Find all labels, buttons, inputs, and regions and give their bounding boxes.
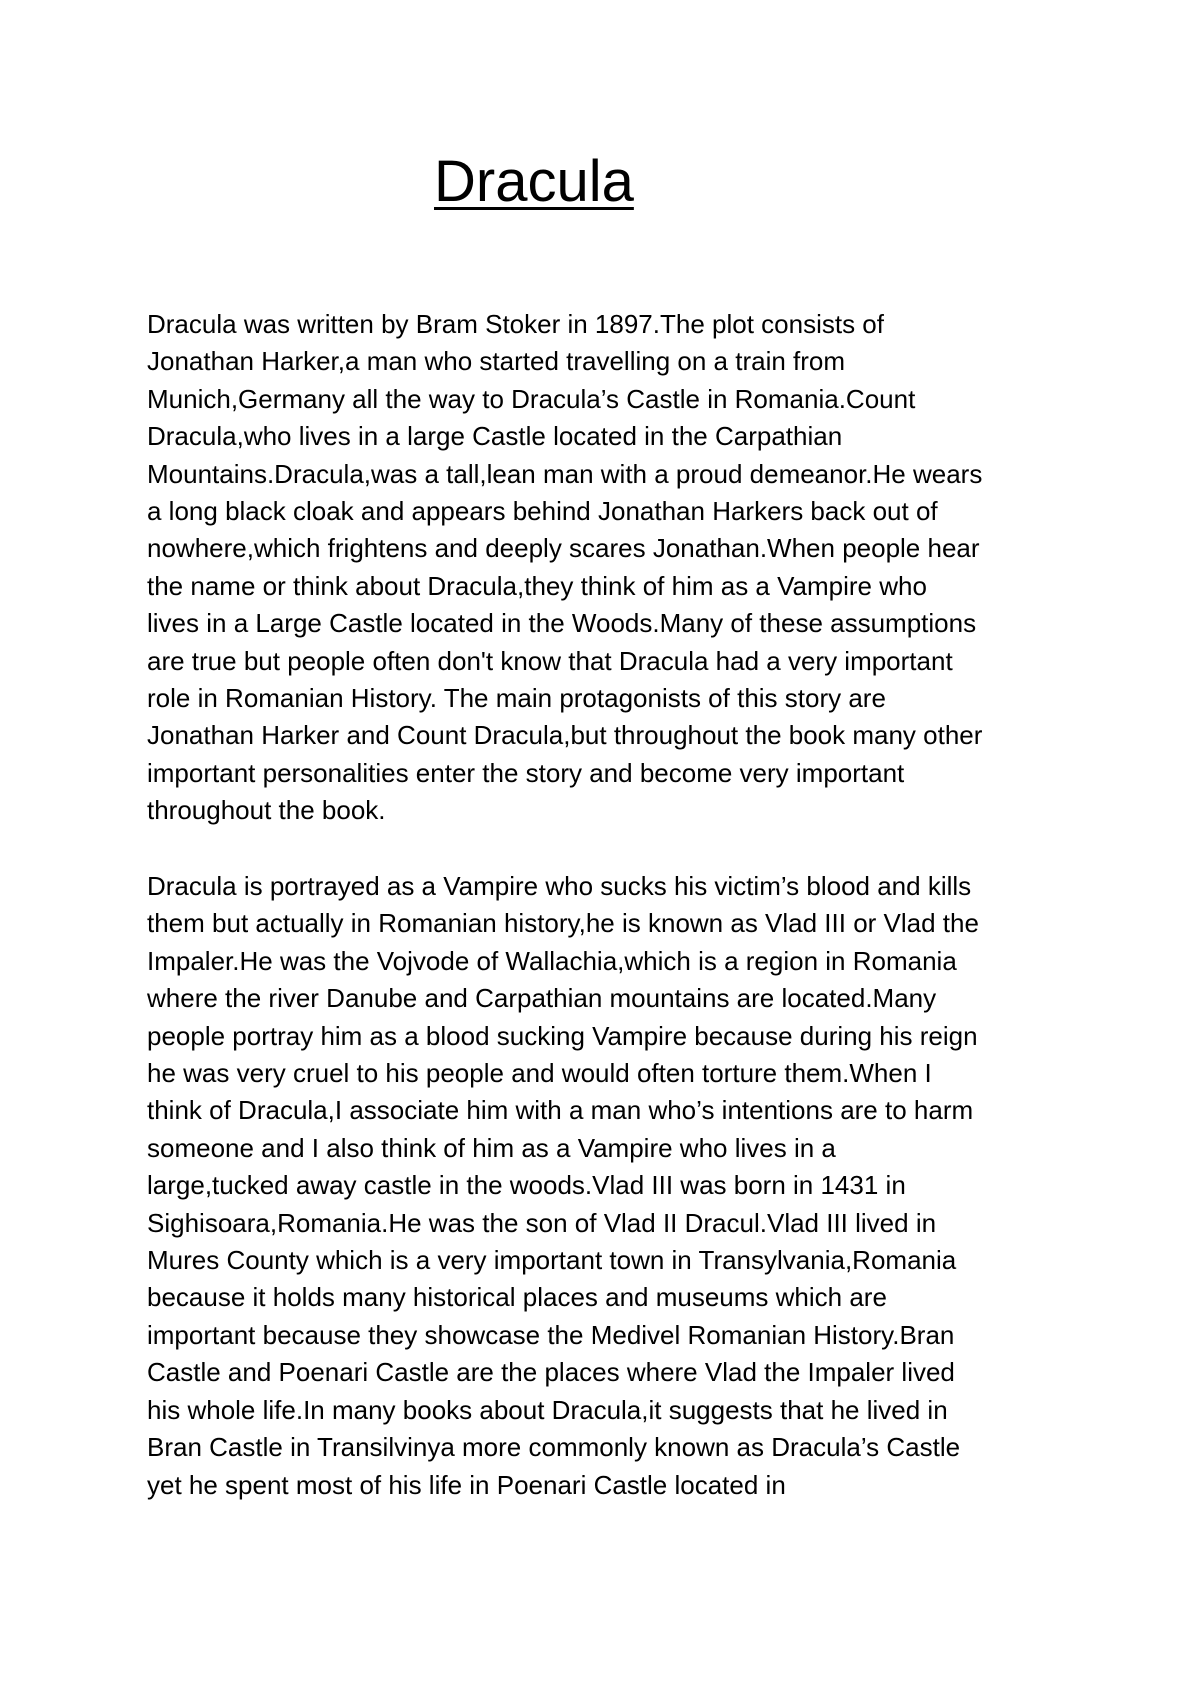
paragraph-line: his whole life.In many books about Dracula,it suggests that he lived in — [147, 1394, 948, 1425]
paragraph-line: Mountains.Dracula,was a tall,lean man with a proud demeanor.He wears — [147, 458, 983, 489]
paragraph-line: Bran Castle in Transilvinya more commonly known as Dracula’s Castle — [147, 1432, 961, 1463]
paragraph-line: them but actually in Romanian history,he is known as Vlad III or Vlad the — [147, 908, 979, 939]
paragraph-2 — [147, 868, 1077, 1504]
document-title: Dracula — [434, 149, 634, 214]
paragraph-line: Dracula,who lives in a large Castle located in the Carpathian — [147, 421, 843, 452]
paragraph-line: a long black cloak and appears behind Jonathan Harkers back out of — [147, 496, 938, 527]
paragraph-line: Dracula was written by Bram Stoker in 1897.The plot consists of — [147, 309, 884, 339]
paragraph-line: think of Dracula,I associate him with a man who’s intentions are to harm — [147, 1095, 974, 1126]
paragraph-line: Dracula is portrayed as a Vampire who sucks his victim’s blood and kills — [147, 871, 972, 901]
paragraph-line: throughout the book. — [147, 795, 386, 826]
paragraph-line: he was very cruel to his people and would often torture them.When I — [147, 1058, 932, 1089]
paragraph-line: yet he spent most of his life in Poenari Castle located in — [147, 1469, 786, 1500]
paragraph-line: are true but people often don't know that Dracula had a very important — [147, 645, 953, 676]
paragraph-line: nowhere,which frightens and deeply scares Jonathan.When people hear — [147, 533, 980, 564]
paragraph-line: important because they showcase the Medivel Romanian History.Bran — [147, 1319, 955, 1350]
paragraph-line: Sighisoara,Romania.He was the son of Vlad II Dracul.Vlad III lived in — [147, 1207, 937, 1238]
paragraph-line: role in Romanian History. The main protagonists of this story are — [147, 683, 886, 714]
paragraph-line: Impaler.He was the Vojvode of Wallachia,which is a region in Romania — [147, 945, 957, 976]
paragraph-line: Jonathan Harker,a man who started travelling on a train from — [147, 346, 846, 377]
paragraph-line: where the river Danube and Carpathian mountains are located.Many — [147, 983, 937, 1014]
paragraph-line: someone and I also think of him as a Vampire who lives in a — [147, 1132, 836, 1163]
paragraph-line: the name or think about Dracula,they think of him as a Vampire who — [147, 570, 927, 601]
paragraph-line: Jonathan Harker and Count Dracula,but throughout the book many other — [147, 720, 983, 751]
paragraph-line: important personalities enter the story and become very important — [147, 757, 905, 788]
paragraph-line: because it holds many historical places and museums which are — [147, 1282, 887, 1313]
paragraph-1 — [147, 306, 1077, 830]
paragraph-line: people portray him as a blood sucking Vampire because during his reign — [147, 1020, 978, 1051]
paragraph-line: lives in a Large Castle located in the Woods.Many of these assumptions — [147, 608, 977, 639]
paragraph-line: Mures County which is a very important town in Transylvania,Romania — [147, 1245, 957, 1276]
paragraph-line: Munich,Germany all the way to Dracula’s Castle in Romania.Count — [147, 383, 916, 414]
paragraph-line: Castle and Poenari Castle are the places where Vlad the Impaler lived — [147, 1357, 955, 1388]
paragraph-line: large,tucked away castle in the woods.Vlad III was born in 1431 in — [147, 1170, 906, 1201]
